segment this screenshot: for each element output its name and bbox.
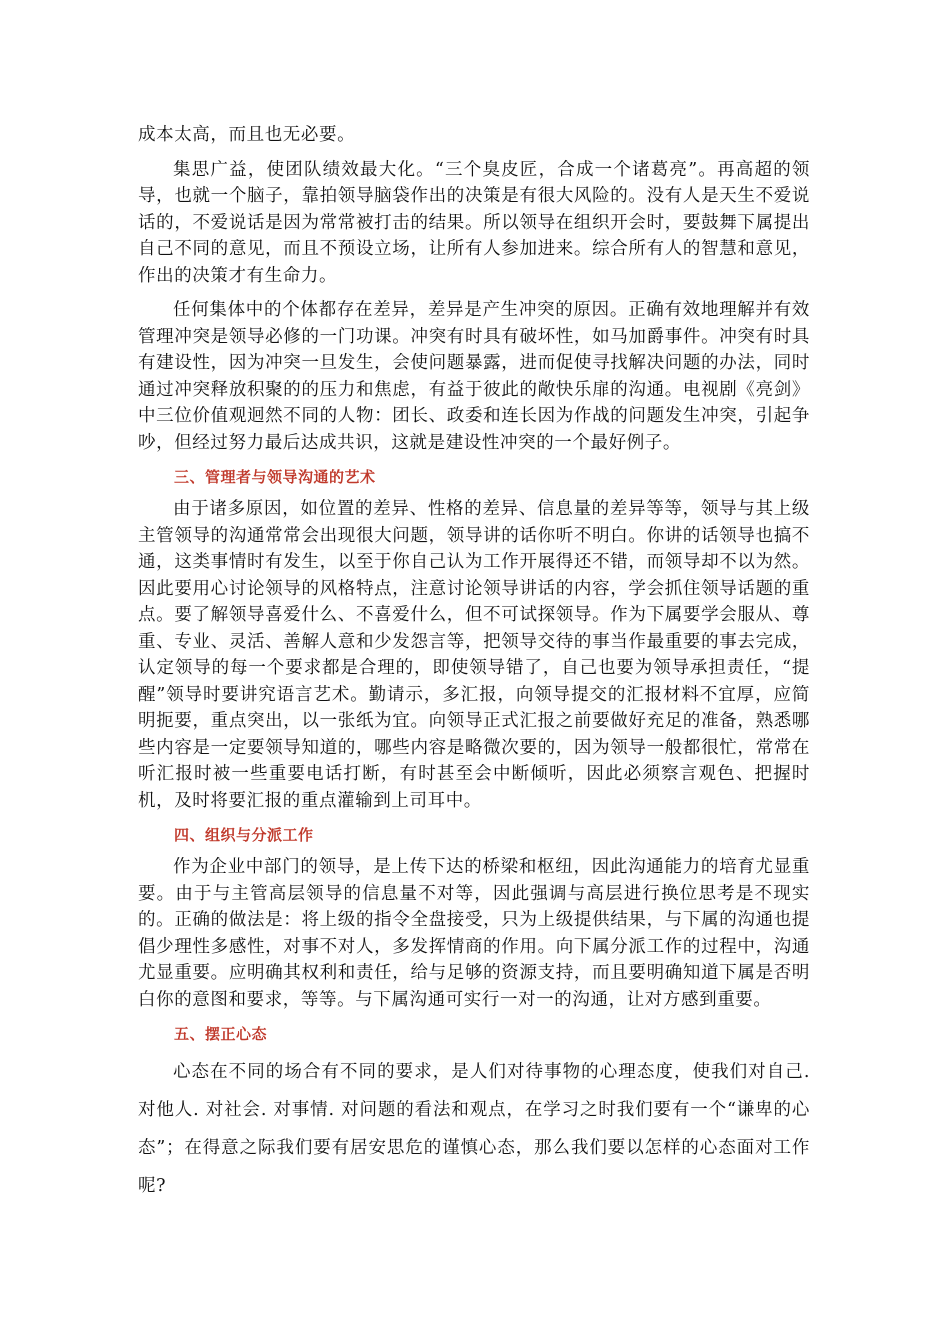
paragraph-5: 心态在不同的场合有不同的要求，是人们对待事物的心理态度，使我们对自己. 对他人. 对社会. 对事情. 对问题的看法和观点，在学习之时我们要有一个“谦卑的心态”；在得意之际我们要有居安思危的谨慎心态，那么我们要以怎样的心态面对工作呢? — [138, 1062, 810, 1196]
section-heading-3: 三、管理者与领导沟通的艺术 — [174, 468, 376, 486]
paragraph-4: 作为企业中部门的领导，是上传下达的桥梁和枢纽，因此沟通能力的培育尤显重要。由于与主管高层领导的信息量不对等，因此强调与高层进行换位思考是不现实的。正确的做法是：将上级的指令全盘接受，只为上级提供结果，与下属的沟通也提倡少理性多感性，对事不对人，多发挥情商的作用。向下属分派工作的过程中，沟通尤显重要。应明确其权利和责任，给与足够的资源支持，而且要明确知道下属是否明白你的意图和要求，等等。与下属沟通可实行一对一的沟通，让对方感到重要。 — [138, 857, 810, 1010]
section-heading-4: 四、组织与分派工作 — [174, 826, 314, 844]
paragraph-0: 成本太高，而且也无必要。 — [138, 125, 356, 145]
document-body — [138, 122, 810, 1213]
section-heading-5: 五、摆正心态 — [174, 1025, 268, 1043]
paragraph-3: 由于诸多原因，如位置的差异、性格的差异、信息量的差异等等，领导与其上级主管领导的沟通常常会出现很大问题，领导讲的话你听不明白。你讲的话领导也搞不通，这类事情时有发生，以至于你自己认为工作开展得还不错，而领导却不以为然。因此要用心讨论领导的风格特点，注意讨论领导讲话的内容，学会抓住领导话题的重点。要了解领导喜爱什么、不喜爱什么，但不可试探领导。作为下属要学会服从、尊重、专业、灵活、善解人意和少发怨言等，把领导交待的事当作最重要的事去完成，认定领导的每一个要求都是合理的，即使领导错了，自己也要为领导承担责任，“提醒”领导时要讲究语言艺术。勤请示，多汇报，向领导提交的汇报材料不宜厚，应简明扼要，重点突出，以一张纸为宜。向领导正式汇报之前要做好充足的准备，熟悉哪些内容是一定要领导知道的，哪些内容是略微次要的，因为领导一般都很忙，常常在听汇报时被一些重要电话打断，有时甚至会中断倾听，因此必须察言观色、把握时机，及时将要汇报的重点灌输到上司耳中。 — [138, 499, 810, 811]
paragraph-1: 集思广益，使团队绩效最大化。“三个臭皮匠，合成一个诸葛亮”。再高超的领导，也就一个脑子，靠拍领导脑袋作出的决策是有很大风险的。没有人是天生不爱说话的，不爱说话是因为常常被打击的结果。所以领导在组织开会时，要鼓舞下属提出自己不同的意见，而且不预设立场，让所有人参加进来。综合所有人的智慧和意见，作出的决策才有生命力。 — [138, 159, 810, 286]
paragraph-2: 任何集体中的个体都存在差异，差异是产生冲突的原因。正确有效地理解并有效管理冲突是领导必修的一门功课。冲突有时具有破坏性，如马加爵事件。冲突有时具有建设性，因为冲突一旦发生，会使问题暴露，进而促使寻找解决问题的办法，同时通过冲突释放积聚的的压力和焦虑，有益于彼此的敞快乐扉的沟通。电视剧《亮剑》中三位价值观迥然不同的人物：团长、政委和连长因为作战的问题发生冲突，引起争吵，但经过努力最后达成共识，这就是建设性冲突的一个最好例子。 — [138, 300, 810, 453]
